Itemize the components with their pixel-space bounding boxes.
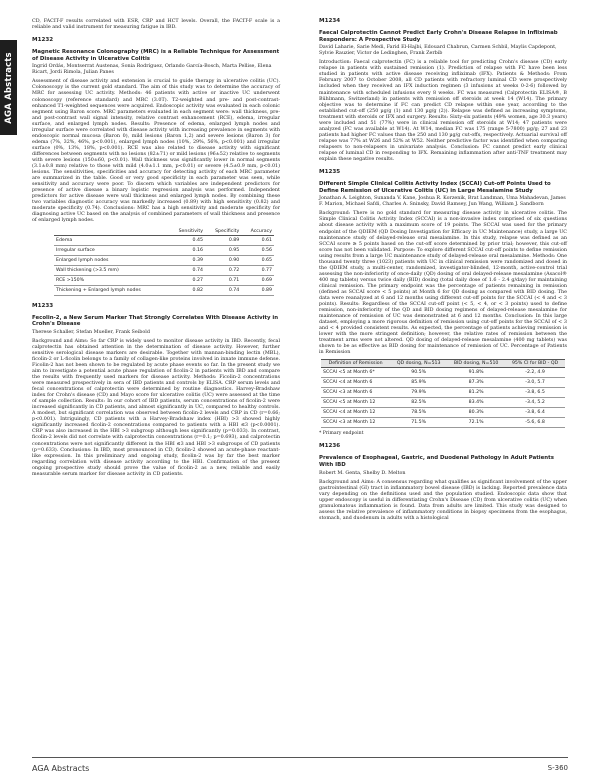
- table-cell: 80.3%: [447, 408, 505, 418]
- table-row: [321, 398, 565, 408]
- remission-table: [321, 359, 565, 428]
- table-cell: 0.61: [241, 235, 274, 245]
- table-cell: 87.3%: [447, 378, 505, 388]
- table-row: [54, 255, 274, 265]
- footer-page-number: S-360: [547, 764, 568, 772]
- abstract-title: Prevalence of Esophageal, Gastric, and Duodenal Pathology in Adult Patients With IBD: [319, 455, 554, 469]
- page-footer: [32, 757, 568, 773]
- table-row: [321, 418, 565, 428]
- table-cell: 0.56: [241, 245, 274, 255]
- mrc-accuracy-table: [54, 228, 274, 296]
- table-cell: 0.74: [168, 265, 205, 275]
- abstract-authors: Ingrid Ordás, Montserrat Austenas, Sonia Rodríguez, Orlando García-Bosch, Marta Pellise, Elena Ricart, Jordi Rimola, Julian Panes: [32, 63, 272, 76]
- table-row: [54, 275, 274, 285]
- abstract-title: Different Simple Clinical Colitis Activity Index (SCCAI) Cut-off Points Used to Define Remission of Ulcerative Colitis (UC) in Large Mesalamine Study: [319, 181, 551, 194]
- abstract-title: Faecal Calprotectin Cannot Predict Early Crohn's Disease Relapse in Infliximab Responders: A Prospective Study: [319, 30, 558, 43]
- right-column: [319, 18, 567, 521]
- abstract-m1234: [319, 18, 567, 162]
- table-row: [54, 285, 274, 295]
- table-cell: 0.71: [205, 275, 241, 285]
- abstract-authors: Robert M. Genta, Shelby D. Melton: [319, 469, 406, 476]
- abstract-id: M1234: [319, 18, 341, 24]
- table-row: [321, 378, 565, 388]
- abstract-id: M1236: [319, 443, 341, 450]
- table-row: [54, 245, 274, 255]
- table-row-label: Enlarged lymph nodes: [54, 255, 168, 265]
- table-row-label: Irregular surface: [54, 245, 168, 255]
- table-cell: 0.77: [241, 265, 274, 275]
- table-row-label: SCCAI <5 at Month 6*: [321, 368, 390, 378]
- table-header-row: [54, 228, 274, 236]
- table-cell: 71.5%: [390, 418, 447, 428]
- abstract-body: Background and Aims: So far CRP is widely used to monitor disease activity in IBD. Recently, fecal calprotectin has obtained attention in the determination of disease activity. However, further sensitive serological disease markers are desirable. Together with mannan-binding lectin (MBL), ficolin-2 or L-ficolin belongs to a family of collagen-like proteins involved in innate immune defense. Ficolin-2 has not been shown to be regulated by acute phase events so far. In the present study we aim to investigate a potential acute phase regulation of ficolin-2 in patients with IBD and compare the results with frequently used markers for disease activity. Methods: Ficolin-2 concentrations were measured prospectively in sera of IBD patients and controls by ELISA. CRP serum levels and fecal concentrations of calprotectin were determined by routine diagnostics. Harvey-Bradshaw index for Crohn's disease (CD) and Mayo score for ulcerative colitis (UC) were assessed at the time of sample collection. Results: In our cohort of IBD patients, serum concentrations of ficolin-2 were increased significantly in CD patients, and almost significantly in UC, compared to healthy controls. A modest, but significant correlation was observed between ficolin-2 levels and CRP in CD (r=0.66; p<0.001). Intriguingly, CD patients with a Harvey-Bradshaw index (HBI) >3 showed highly significantly increased ficolin-2 concentrations compared to patients with a HBI ≤3 (p<0.0001). CRP was also increased in the HBI >3 subgroup although less significantly (p=0.033). In contrast, ficolin-2 levels did not correlate with calprotectin concentrations (r=0.1; p=0.693), and calprotectin concentrations were not significantly different in the HBI ≤3 and HBI >3 subgroups of CD patients (p=0.633). Conclusions: In IBD, most pronounced in CD, ficolin-2 showed an acute-phase reactant-like expression. In this preliminary and ongoing study, ficolin-2 was by far the best marker regarding correlation with disease activity according to the HBI. Confirmation of the present ongoing prospective study should prove the value of ficolin-2 as a new, reliable and easily measurable serum marker for disease activity in CD patients.: [32, 337, 280, 477]
- table-cell: 0.65: [241, 255, 274, 265]
- abstract-title: Fecolin-2, a New Serum Marker That Strongly Correlates With Disease Activity in Crohn's Disease: [32, 314, 279, 328]
- abstract-title: Magnetic Resonance Colonography (MRC) is a Reliable Technique for Assessment of Disease Activity in Ulcerative Colitis: [32, 49, 280, 62]
- table-row: [321, 368, 565, 378]
- table-header-cell: Sensitivity: [168, 228, 205, 236]
- table-cell: -3.0, 5.7: [505, 378, 565, 388]
- table-header-cell: QD dosing, N=513: [390, 360, 447, 368]
- table-cell: 91.8%: [447, 368, 505, 378]
- table-cell: 0.89: [241, 285, 274, 295]
- abstract-authors: Jonathan A. Leighton, Sunanda V. Kane, Joshua R. Korzenik, Brat Landman, Uma Mahadevan, James F. Marion, Michael Safdi, Charles A. Sninsky, David Ramsey, Jun Wang, William J. Sandborn: [319, 195, 566, 208]
- footer-journal-name: AGA Abstracts: [32, 764, 90, 773]
- table-footnote: * Primary endpoint: [319, 431, 364, 437]
- table-row: [321, 408, 565, 418]
- abstract-id: M1235: [319, 169, 341, 176]
- table-header-cell: BID dosing, N=510: [447, 360, 505, 368]
- table-cell: -3.8, 6.5: [505, 388, 565, 398]
- table-row-label: SCCAI <5 at Month 12: [321, 398, 390, 408]
- table-cell: 72.1%: [447, 418, 505, 428]
- table-header-cell: Definition of Remission: [321, 360, 390, 368]
- section-side-tab: [0, 40, 17, 135]
- table-row-label: Edema: [54, 235, 168, 245]
- table-header-cell: Specificity: [205, 228, 241, 236]
- table-cell: 0.89: [205, 235, 241, 245]
- table-header-cell: Accuracy: [241, 228, 274, 236]
- abstract-m1235: [319, 169, 567, 436]
- abstract-body: Background and Aims: A consensus regarding what qualifies as significant involvement of the upper gastrointestinal (GI) tract in inflammatory bowel disease (IBD) is lacking. Reported prevalence data vary depending on the definitions used and the population studied. Endoscopic data show that upper endoscopy is useful in differentiating Crohn's Disease (CD) from ulcerative colitis (UC) when granulomatous inflammation is found. Data from adults are limited. This study was designed to assess the relative prevalence of inflammatory conditions in biopsy specimens from the esophagus, stomach, and duodenum in adults with a histological: [319, 478, 567, 521]
- abstract-m1233: [32, 303, 280, 477]
- table-row: [54, 265, 274, 275]
- previous-abstract-tail: CD, FACIT-F results correlated with ESR, CRP and HCT levels. Overall, the FACIT-F scale is a reliable and valid instrument for measuring fatigue in IBD.: [32, 18, 280, 31]
- abstract-authors: David Laharie, Sarie Medi, Farid El-Hajbi, Edouard Chabrun, Carmen Schbil, Maylis Capdepont, Sylvie Rauzier, Victor de Ledinghen, Frank Zerbib: [319, 44, 557, 57]
- table-cell: 85.9%: [390, 378, 447, 388]
- table-header-cell: 95% CI for BID - QD: [505, 360, 565, 368]
- abstract-body: Background: There is no gold standard for measuring disease activity in ulcerative colitis. The Simple Clinical Colitis Activity Index (SCCAI) is a non-invasive index comprised of six questions about disease activity with a maximum score of 19 points. The SCCAI was used for the primary endpoint of the QDIEM (QD Dosing Investigation for Efficacy in UC Maintenance) study, a large UC maintenance study of delayed-release oral mesalamine. In this study, relapse was defined as an SCCAI score ≥ 5 points based on the cut-off score determined by prior trial; however, this cut-off score has not been validated. Purpose: To explore different SCCAI cut-off points to define remission using results from a large UC maintenance study of delayed-release oral mesalamine. Methods: One thousand twenty three (1023) patients with UC in clinical remission were randomized and dosed in the QDIEM study, a multi-center, randomized, investigator-blinded, 12-month, active-control trial assessing the non-inferiority of once-daily (QD) dosing of oral delayed-release mesalamine (Asacol® 400 mg tablets) versus twice daily (BID) dosing (total daily dose of 1.6 - 2.4 g/day) for maintaining clinical remission. The primary endpoint was the percentage of patients remaining in remission (defined as SCCAI score < 5 points) at Month 6 for QD dosing as compared with BID dosing. The data were reanalyzed at 6 and 12 months using different cut-off points for the SCCAI (< 4 and < 3 points). Results: Regardless of the SCCAI cut-off point (< 5, < 4, or < 3 points) used to define remission, non-inferiority of the QD and BID dosing regimens of delayed-release mesalamine for maintenance of remission of UC was demonstrated at 6 and 12 months. Conclusion: In this large dataset, employing a more rigorous definition of remission using cut-off points for the SCCAI of < 3 and < 4 provided consistent results. As expected, the percentage of patients achieving remission is lower with the more stringent definition; however, the relative rates of remission between the treatment arms were not altered. QD dosing of delayed-release mesalamine (400 mg tablets) was shown to be as effective as BID dosing for maintenance of remission of UC. Percentage of Patients in Remission: [319, 210, 567, 356]
- table-cell: 81.2%: [447, 388, 505, 398]
- table-row-label: Wall thickening (>3.5 mm): [54, 265, 168, 275]
- table-cell: 79.9%: [390, 388, 447, 398]
- left-column: [32, 18, 280, 477]
- table-header-row: [321, 360, 565, 368]
- table-cell: 0.16: [168, 245, 205, 255]
- table-cell: 82.5%: [390, 398, 447, 408]
- table-row: [54, 235, 274, 245]
- table-row: [321, 388, 565, 398]
- table-header-cell: [54, 228, 168, 236]
- table-cell: 83.4%: [447, 398, 505, 408]
- table-row-label: SCCAI <3 at Month 6: [321, 388, 390, 398]
- table-row-label: SCCAI <4 at Month 6: [321, 378, 390, 388]
- table-cell: 0.95: [205, 245, 241, 255]
- table-cell: 78.5%: [390, 408, 447, 418]
- abstract-id: M1232: [32, 37, 54, 44]
- table-row-label: SCCAI <4 at Month 12: [321, 408, 390, 418]
- table-cell: 90.5%: [390, 368, 447, 378]
- table-cell: 0.74: [205, 285, 241, 295]
- table-cell: -3.8, 6.4: [505, 408, 565, 418]
- table-cell: 0.27: [168, 275, 205, 285]
- table-cell: 0.39: [168, 255, 205, 265]
- table-cell: 0.45: [168, 235, 205, 245]
- table-cell: 0.82: [168, 285, 205, 295]
- abstract-id: M1233: [32, 302, 54, 309]
- abstract-m1236: [319, 443, 567, 521]
- abstract-m1232: [32, 37, 280, 295]
- abstract-authors: Therese Schaller, Stefan Mueller, Frank Seibold: [32, 328, 150, 335]
- table-cell: -3.4, 5.2: [505, 398, 565, 408]
- table-row-label: RCE >150%: [54, 275, 168, 285]
- side-tab-label: AGA Abstracts: [3, 51, 14, 124]
- table-cell: 0.69: [241, 275, 274, 285]
- table-cell: 0.90: [205, 255, 241, 265]
- abstract-body: Introduction: Faecal calprotectin (FC) is a reliable tool for predicting Crohn's disease (CD) early relapse in patients with sustained remission (1). Prediction of relapse with FC have been less studied in patients with active disease receiving infliximab (IFX). Patients & Methods: From February 2007 to October 2008, all CD patients with refractory luminal CD were prospectively included when they received an IFX induction regimen (3 infusions at weeks 0-2-6) followed by maintenance with scheduled infusions every 8 weeks. FC was measured (Calprotectin ELISA®, B Bühlmann, Switzerland) in patients with remission off steroids at week 14 (W14). The primary objective was to determine if FC can predict CD relapse within one year, according to the established cut-off (250 µg/g (1) and 130 µg/g (2)). Relapse was defined as increasing symptoms, treatment with steroids or IFX and surgery. Results: Sixty-six patients (49% women, age 30.3 years) were included and 51 (77%) were in clinical remission off steroids at W14; 47 patients were analyzed (FC was available at W14). At W14, median FC was 175 (range 5-7800) µg/g; 27 and 23 patients had higher FC values than the 250 and 130 µg/g cut-offs, respectively. Actuarial survival off relapse was 77% at W26 and 52% at W52. Neither predictive factor was identified when comparing relapsers to non-relapsers in univariate analysis. Conclusion: FC cannot predict early clinical relapse of luminal CD in responding to IFX. Remaining inflammation after anti-TNF treatment may explain these negative results.: [319, 59, 567, 163]
- abstract-body: Assessment of disease activity and extension is crucial to guide therapy in ulcerative colitis (UC). Colonoscopy is the current gold standard. The aim of this study was to determine the accuracy of MRC for assessing UC activity. Methods: 46 patients with active or inactive UC underwent colonoscopy (reference standard) and MRC (3.0T). T2-weighted and pre- and post-contrast-enhanced T1-weighted sequences were acquired. Endoscopic activity was evaluated in each colonic segment using Baron score. MRC parameters evaluated in each segment were: wall thickness, pre- and post-contrast wall signal intensity, relative contrast enhancement (RCE), edema, irregular surface, and enlarged lymph nodes. Results: Presence of edema, enlarged lymph nodes and irregular surface were correlated with disease activity with increasing prevalence in segments with endoscopic normal mucosa (Baron 0), mild lesions (Baron 1,2) and severe lesions (Baron 3) for edema (7%, 32%, 46%, p<0.001), enlarged lymph nodes (10%, 29%, 56%, p<0.001) and irregular surface (0%, 13%, 18%, p<0.001). RCE was also related to disease activity with significant differences between segments with no lesions (82±71) or mild lesions (96±52) relative to segments with severe lesions (150±60, p<0.01). Wall thickness was significantly lower in normal segments (3.1±0.8 mm) relative to those with mild (4.0±1.1 mm, p<0.01) or severe (4.5±0.9 mm, p<0.01) lesions. The sensitivities, specificities and accuracy for detecting activity of each MRC parameter are summarized in the table. Good or very good specificity in each parameter was seen, while sensitivity and accuracy were poor. To discern which variables are independent predictors for presence of active disease a binary logistic regression analysis was performed. Independent predictors for active disease were wall thickness and enlarged lymph nodes. By combining these two variables diagnostic accuracy was markedly increased (0.89) with high sensitivity (0.82) and moderate specificity (0.74). Conclusions: MRC has a high sensitivity and moderate specificity for diagnosing active UC based on the analysis of combined parameters of wall thickness and presence of enlarged lymph nodes.: [32, 78, 280, 224]
- table-cell: 0.72: [205, 265, 241, 275]
- table-cell: -5.6, 6.8: [505, 418, 565, 428]
- table-row-label: Thickening + Enlarged lymph nodes: [54, 285, 168, 295]
- table-cell: -2.2, 4.9: [505, 368, 565, 378]
- table-row-label: SCCAI <3 at Month 12: [321, 418, 390, 428]
